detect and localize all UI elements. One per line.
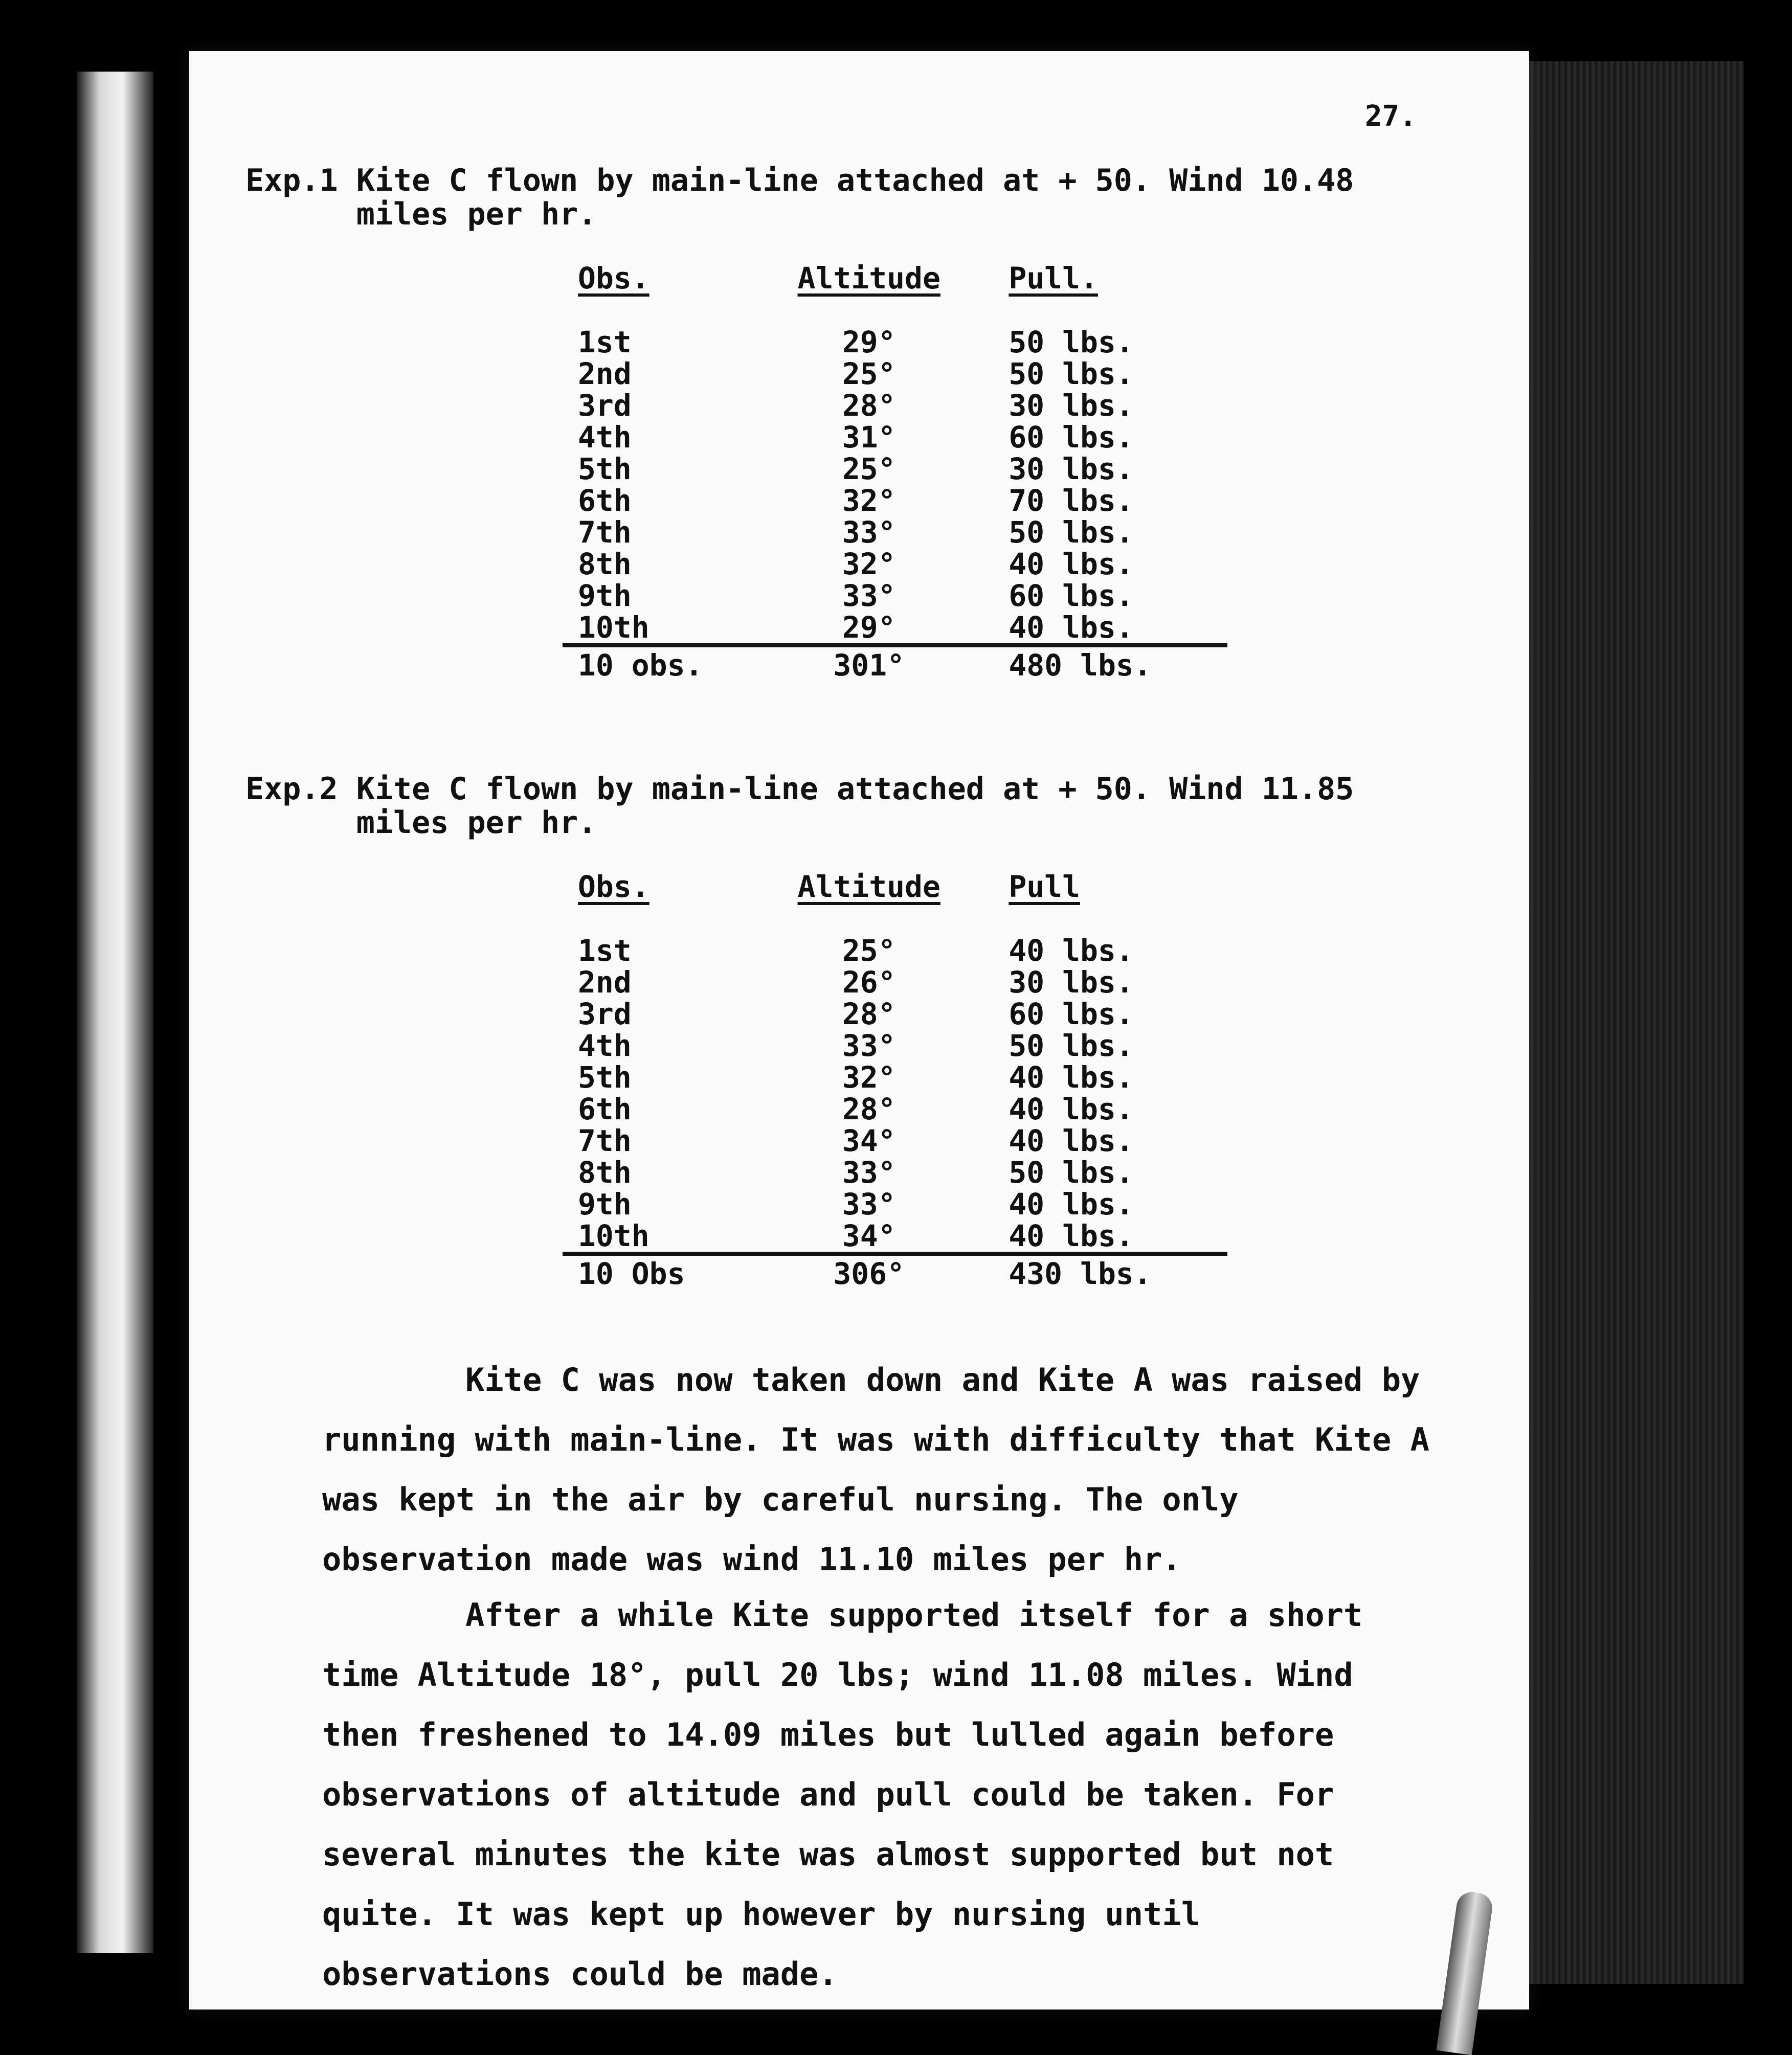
- altitude-cell: 33°: [842, 515, 896, 550]
- altitude-cell: 28°: [842, 388, 896, 423]
- pull-cell: 40 lbs.: [1009, 547, 1134, 581]
- obs-cell: 9th: [578, 1187, 632, 1222]
- table-row: [563, 1220, 1227, 1254]
- obs-cell: 10th: [563, 1220, 765, 1254]
- column-header-obs: Obs.: [578, 261, 649, 296]
- total-row: [563, 645, 1227, 681]
- altitude-cell: 32°: [842, 483, 896, 518]
- pull-cell: 40 lbs.: [1009, 1123, 1134, 1158]
- altitude-cell: 32°: [842, 1060, 896, 1095]
- altitude-cell: 28°: [842, 1092, 896, 1126]
- obs-cell: 7th: [578, 1123, 632, 1158]
- altitude-cell: 31°: [842, 420, 896, 455]
- table-row: [563, 1125, 1227, 1157]
- obs-cell: 4th: [578, 1028, 632, 1063]
- total-obs-cell: 10 obs.: [578, 648, 703, 683]
- altitude-cell: 29°: [765, 612, 973, 645]
- obs-cell: 6th: [578, 483, 632, 518]
- altitude-cell: 32°: [842, 547, 896, 581]
- pull-cell: 60 lbs.: [1009, 420, 1134, 455]
- document-page: [189, 51, 1529, 2009]
- altitude-cell: 25°: [842, 356, 896, 391]
- obs-cell: 10th: [563, 612, 765, 645]
- altitude-cell: 34°: [765, 1220, 973, 1254]
- pull-cell: 50 lbs.: [1009, 515, 1134, 550]
- obs-cell: 5th: [578, 451, 632, 486]
- pull-cell: 60 lbs.: [1009, 578, 1134, 613]
- total-pull-cell: 480 lbs.: [1009, 648, 1152, 683]
- table-row: [563, 358, 1227, 390]
- experiment-1-table: [563, 261, 1227, 681]
- table-row: [563, 612, 1227, 645]
- altitude-cell: 33°: [842, 1028, 896, 1063]
- obs-cell: 7th: [578, 515, 632, 550]
- table-row: [563, 998, 1227, 1030]
- body-paragraph-2: After a while Kite supported itself for a short time Altitude 18°, pull 20 lbs; wind 11.08 miles. Wind then freshened to 14.09 miles but lulled again before observations of altitude and pull could be taken. For several minutes the kite was almost supported but not quite. It was kept up however by nursing until observations could be made.: [322, 1596, 1363, 1993]
- table-row: [563, 1188, 1227, 1220]
- obs-cell: 8th: [578, 1155, 632, 1190]
- column-header-obs: Obs.: [578, 869, 649, 904]
- table-row: [563, 1062, 1227, 1093]
- table-row: [563, 1093, 1227, 1125]
- altitude-cell: 26°: [842, 965, 896, 1000]
- pull-cell: 50 lbs.: [1009, 1155, 1134, 1190]
- obs-cell: 3rd: [578, 997, 632, 1031]
- body-paragraph-1: Kite C was now taken down and Kite A was raised by running with main-line. It was with difficulty that Kite A was kept in the air by careful nursing. The only observation made was wind 11.10 miles per hr.: [322, 1361, 1429, 1578]
- pull-cell: 40 lbs.: [973, 1220, 1227, 1254]
- pull-cell: 40 lbs.: [1009, 933, 1134, 968]
- altitude-cell: 34°: [842, 1123, 896, 1158]
- pull-cell: 40 lbs.: [973, 612, 1227, 645]
- altitude-cell: 29°: [842, 325, 896, 359]
- obs-cell: 1st: [578, 933, 632, 968]
- table-row: [563, 935, 1227, 966]
- total-altitude-cell: 301°: [833, 648, 905, 683]
- total-obs-cell: 10 Obs: [578, 1256, 685, 1291]
- altitude-cell: 33°: [842, 578, 896, 613]
- experiment-2-heading: Exp.2 Kite C flown by main-line attached at + 50. Wind 11.85 miles per hr.: [245, 771, 1354, 841]
- table-header-row: [563, 869, 1227, 935]
- pull-cell: 40 lbs.: [1009, 1187, 1134, 1222]
- total-row: [563, 1254, 1227, 1290]
- column-header-pull: Pull: [1009, 869, 1081, 904]
- altitude-cell: 25°: [842, 451, 896, 486]
- obs-cell: 6th: [578, 1092, 632, 1126]
- page-number: 27.: [1364, 100, 1417, 133]
- obs-cell: 5th: [578, 1060, 632, 1095]
- table-row: [563, 390, 1227, 421]
- table-row: [563, 326, 1227, 358]
- obs-cell: 2nd: [578, 356, 632, 391]
- obs-cell: 3rd: [578, 388, 632, 423]
- column-header-pull: Pull.: [1009, 261, 1098, 296]
- pull-cell: 30 lbs.: [1009, 965, 1134, 1000]
- table-header-row: [563, 261, 1227, 326]
- pull-cell: 30 lbs.: [1009, 388, 1134, 423]
- book-left-edge: [77, 72, 153, 1953]
- column-header-altitude: Altitude: [797, 869, 940, 904]
- pull-cell: 50 lbs.: [1009, 356, 1134, 391]
- table-row: [563, 1030, 1227, 1062]
- pull-cell: 50 lbs.: [1009, 1028, 1134, 1063]
- pull-cell: 30 lbs.: [1009, 451, 1134, 486]
- experiment-1-heading: Exp.1 Kite C flown by main-line attached at + 50. Wind 10.48 miles per hr.: [245, 163, 1354, 232]
- obs-cell: 1st: [578, 325, 632, 359]
- total-pull-cell: 430 lbs.: [1009, 1256, 1152, 1291]
- pull-cell: 40 lbs.: [1009, 1060, 1134, 1095]
- altitude-cell: 33°: [842, 1187, 896, 1222]
- obs-cell: 8th: [578, 547, 632, 581]
- experiment-2-table: [563, 869, 1227, 1290]
- pull-cell: 70 lbs.: [1009, 483, 1134, 518]
- table-row: [563, 1157, 1227, 1188]
- table-row: [563, 966, 1227, 998]
- pull-cell: 50 lbs.: [1009, 325, 1134, 359]
- total-altitude-cell: 306°: [833, 1256, 905, 1291]
- table-row: [563, 580, 1227, 612]
- altitude-cell: 28°: [842, 997, 896, 1031]
- table-row: [563, 421, 1227, 453]
- pull-cell: 60 lbs.: [1009, 997, 1134, 1031]
- table-row: [563, 485, 1227, 516]
- pull-cell: 40 lbs.: [1009, 1092, 1134, 1126]
- column-header-altitude: Altitude: [797, 261, 940, 296]
- altitude-cell: 25°: [842, 933, 896, 968]
- obs-cell: 2nd: [578, 965, 632, 1000]
- obs-cell: 9th: [578, 578, 632, 613]
- table-row: [563, 548, 1227, 580]
- obs-cell: 4th: [578, 420, 632, 455]
- altitude-cell: 33°: [842, 1155, 896, 1190]
- book-page-stack: [1529, 61, 1744, 1984]
- table-row: [563, 453, 1227, 485]
- table-row: [563, 516, 1227, 548]
